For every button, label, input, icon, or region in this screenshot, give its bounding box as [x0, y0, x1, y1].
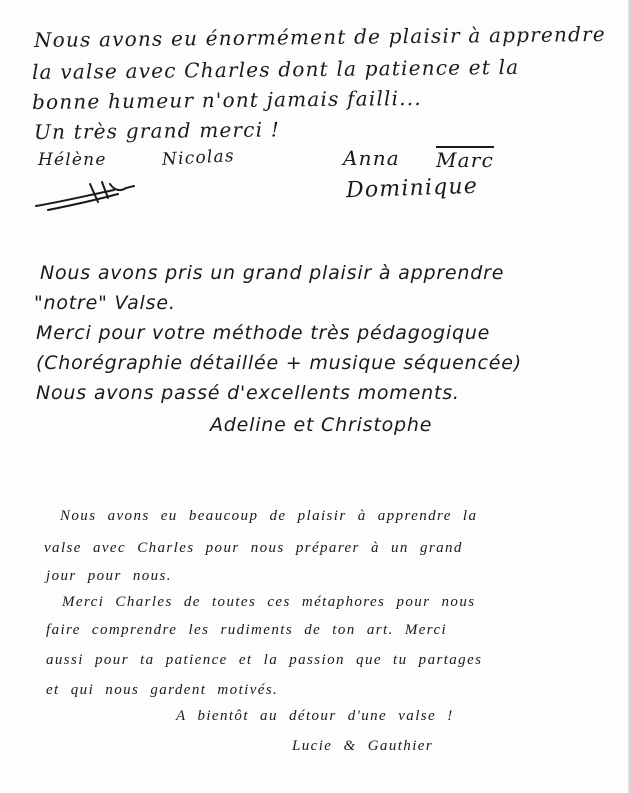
entry-3-line: et qui nous gardent motivés.: [46, 682, 279, 698]
signature-helene: Hélène: [38, 150, 107, 170]
entry-3-line: faire comprendre les rudiments de ton art. Merci: [46, 622, 448, 638]
signature-scribble-icon: [30, 172, 150, 222]
entry-2-line: Merci pour votre méthode très pédagogique: [36, 322, 491, 344]
signature-dominique: Dominique: [345, 173, 479, 204]
entry-3-line: jour pour nous.: [46, 568, 172, 584]
entry-2-line: Nous avons passé d'excellents moments.: [36, 382, 460, 404]
entry-2-line: (Chorégraphie détaillée + musique séquencée): [36, 352, 522, 374]
entry-2-line: "notre" Valse.: [34, 292, 176, 314]
entry-3-line: aussi pour ta patience et la passion que tu partages: [46, 652, 483, 668]
entry-3-line: valse avec Charles pour nous préparer à un grand: [44, 540, 463, 556]
entry-3-line: A bientôt au détour d'une valse !: [176, 708, 454, 724]
entry-3-line: Nous avons eu beaucoup de plaisir à apprendre la: [60, 508, 478, 524]
signature-adeline-christophe: Adeline et Christophe: [210, 414, 433, 436]
entry-1-line: bonne humeur n'ont jamais failli...: [31, 85, 422, 114]
entry-3-line: Merci Charles de toutes ces métaphores pour nous: [62, 594, 476, 610]
entry-1-line: Nous avons eu énormément de plaisir à apprendre: [33, 22, 606, 52]
entry-2-line: Nous avons pris un grand plaisir à apprendre: [40, 262, 505, 284]
entry-1-line: Un très grand merci !: [33, 117, 281, 144]
signature-anna: Anna: [343, 146, 400, 170]
signature-lucie-gauthier: Lucie & Gauthier: [292, 738, 434, 754]
signature-marc: Marc: [436, 148, 494, 172]
signature-nicolas: Nicolas: [161, 146, 236, 170]
entry-1-line: la valse avec Charles dont la patience et la: [31, 54, 520, 84]
